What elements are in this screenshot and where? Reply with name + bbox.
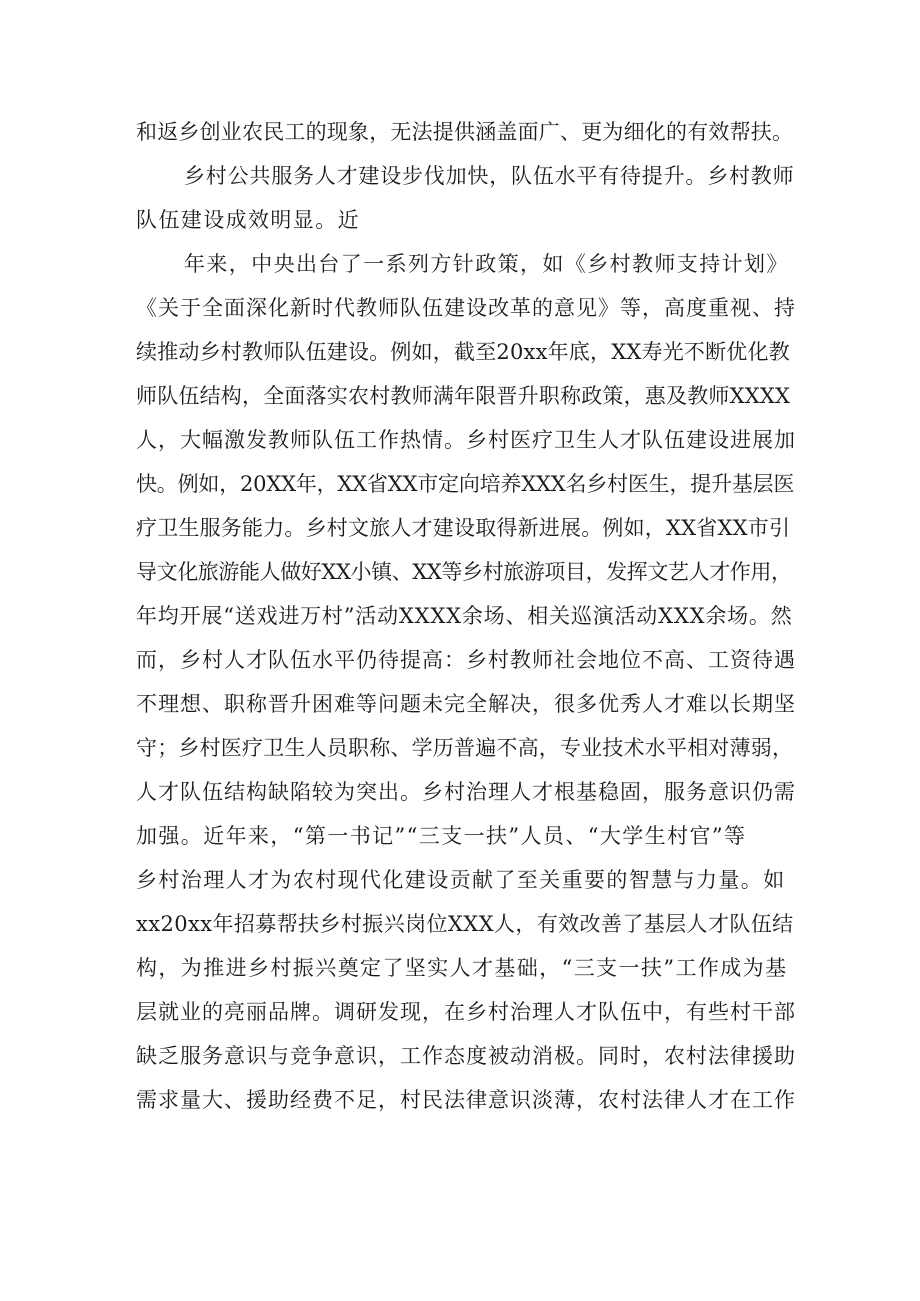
text-line: 层就业的亮丽品牌。调研发现，在乡村治理人才队伍中，有些村干部	[136, 1000, 796, 1024]
text-line: 缺乏服务意识与竞争意识，工作态度被动消极。同时，农村法律援助	[136, 1044, 796, 1068]
text-line: 需求量大、援助经费不足，村民法律意识淡薄，农村法律人才在工作	[136, 1088, 796, 1112]
text-line: 快。例如，20XX年，XX省XX市定向培养XXX名乡村医生，提升基层医	[136, 472, 795, 496]
text-line: 乡村治理人才为农村现代化建设贡献了至关重要的智慧与力量。如	[136, 868, 786, 892]
text-line: 续推动乡村教师队伍建设。例如，截至20xx年底，XX寿光不断优化教	[136, 340, 790, 364]
text-line: 人才队伍结构缺陷较为突出。乡村治理人才根基稳固，服务意识仍需	[136, 780, 796, 804]
text-line: 队伍建设成效明显。近	[136, 208, 360, 232]
text-line: 和返乡创业农民工的现象，无法提供涵盖面广、更为细化的有效帮扶。	[136, 120, 794, 144]
text-line: 构，为推进乡村振兴奠定了坚实人才基础，“三支一扶”工作成为基	[136, 956, 788, 980]
text-line: 而，乡村人才队伍水平仍待提高：乡村教师社会地位不高、工资待遇	[136, 648, 796, 672]
text-line: 导文化旅游能人做好XX小镇、XX等乡村旅游项目，发挥文艺人才作用，	[136, 560, 792, 584]
text-line: 《关于全面深化新时代教师队伍建设改革的意见》等，高度重视、持	[136, 296, 796, 320]
text-line: 年均开展“送戏进万村”活动XXXX余场、相关巡演活动XXX余场。然	[136, 604, 793, 628]
text-line: 师队伍结构，全面落实农村教师满年限晋升职称政策，惠及教师XXXX	[136, 384, 791, 408]
text-line: 乡村公共服务人才建设步伐加快，队伍水平有待提升。乡村教师	[184, 164, 795, 188]
text-line: xx20xx年招募帮扶乡村振兴岗位XXX人，有效改善了基层人才队伍结	[136, 912, 794, 936]
text-line: 疗卫生服务能力。乡村文旅人才建设取得新进展。例如，XX省XX市引	[136, 516, 791, 540]
text-line: 不理想、职称晋升困难等问题未完全解决，很多优秀人才难以长期坚	[136, 692, 796, 716]
text-line: 人，大幅激发教师队伍工作热情。乡村医疗卫生人才队伍建设进展加	[136, 428, 796, 452]
text-line: 加强。近年来，“第一书记”“三支一扶”人员、“大学生村官”等	[136, 824, 747, 848]
text-line: 年来，中央出台了一系列方针政策，如《乡村教师支持计划》	[184, 252, 789, 276]
text-line: 守；乡村医疗卫生人员职称、学历普遍不高，专业技术水平相对薄弱，	[136, 736, 794, 760]
